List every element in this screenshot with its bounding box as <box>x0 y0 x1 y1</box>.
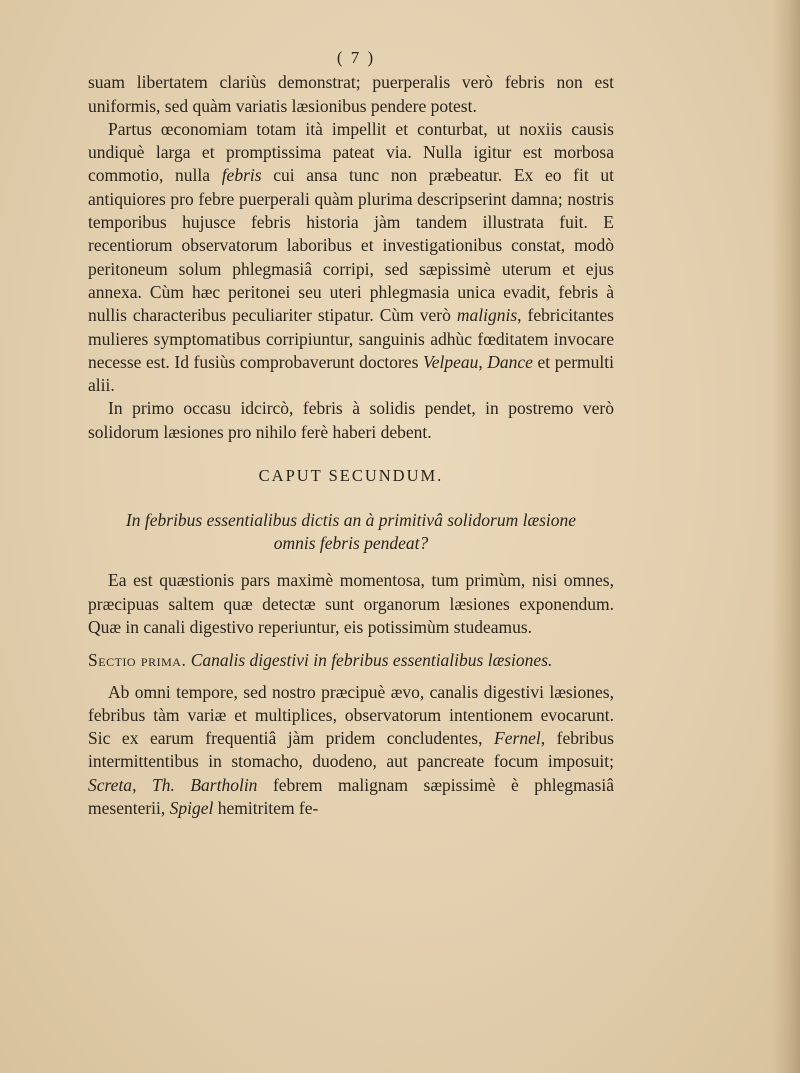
page-number: ( 7 ) <box>336 48 376 67</box>
italic-febris: febris <box>221 165 262 186</box>
author-screta: Screta <box>88 774 133 795</box>
author-fernel: Fernel <box>494 728 541 749</box>
paragraph-5-part-4: febrem malignam sæpissimè è phlegmasiâ mesenterii, <box>88 774 614 819</box>
paragraph-5-part-3: , <box>132 774 152 795</box>
italic-malignis: malignis <box>456 305 518 326</box>
paragraph-2-part-3: , febricitantes mulieres symptomatibus corripiuntur, sanguinis adhùc fœditatem invocare necesse est. Id fusiùs comprobaverunt doctores <box>88 305 614 372</box>
page-edge-shadow <box>772 0 800 1073</box>
paragraph-in-primo <box>88 397 614 444</box>
paragraph-5-part-2: , febribus intermittentibus in stomacho, duodeno, aut pancreate focum imposuit; <box>88 728 614 772</box>
paragraph-2-part-4: et permulti alii. <box>88 351 614 396</box>
paragraph-5-part-1: Ab omni tempore, sed nostro præcipuè ævo, canalis digestivi læsiones, febribus tàm variæ et multiplices, observatorum intentionem evocarunt. Sic ex earum frequentiâ jàm pridem concludentes, <box>88 681 614 749</box>
paragraph-2-comma: , <box>478 351 488 372</box>
author-bartholin: Th. Bartholin <box>151 774 258 795</box>
paragraph-partus <box>88 118 614 398</box>
text-block <box>88 46 614 820</box>
paragraph-continuation <box>88 71 614 118</box>
chapter-title: CAPUT SECUNDUM. <box>258 466 444 486</box>
paragraph-1-text: suam libertatem clariùs demonstrat; puerperalis verò febris non est uniformis, sed quàm variatis læsionibus pendere potest. <box>88 72 614 116</box>
paragraph-3-text: In primo occasu idcircò, febris à solidis pendet, in postremo verò solidorum læsiones pro nihilo ferè haberi debent. <box>88 398 614 442</box>
question-line-2: omnis febris pendeat? <box>273 533 429 554</box>
paragraph-ea-est <box>88 569 614 639</box>
section-label: Sectio prima. <box>88 650 187 671</box>
paragraph-2-part-1: Partus œconomiam totam ità impellit et conturbat, ut noxiis causis undiquè larga et promptissima pateat via. Nulla igitur est morbosa commotio, nulla <box>88 118 614 186</box>
section-title: Canalis digestivi in febribus essentialibus læsiones. <box>190 650 553 671</box>
paragraph-4-text: Ea est quæstionis pars maximè momentosa, tum primùm, nisi omnes, præcipuas saltem quæ detectæ sunt organorum læsiones exponendum. Quæ in canali digestivo reperiuntur, eis potissimùm studeamus. <box>88 570 614 637</box>
paragraph-ab-omni <box>88 681 614 821</box>
chapter-question <box>88 509 614 555</box>
section-heading <box>88 649 614 672</box>
author-dance: Dance <box>487 351 533 372</box>
author-velpeau: Velpeau <box>422 351 479 372</box>
paragraph-5-part-5: hemitritem fe- <box>213 798 319 819</box>
author-spigel: Spigel <box>169 798 214 819</box>
question-line-1: In febribus essentialibus dictis an à primitivâ solidorum læsione <box>125 510 577 531</box>
paragraph-2-part-2: cui ansa tunc non præbeatur. Ex eo fit ut antiquiores pro febre puerperali quàm plurima descripserint damna; nostris temporibus hujusce febris historia jàm tandem illustrata fuit. E recentiorum observatorum laboribus et investigationibus constat, modò peritoneum solum phlegmasiâ corripi, sed sæpissimè uterum et ejus annexa. Cùm hæc peritonei seu uteri phlegmasia unica evadit, febris à nullis characteribus peculiariter stipatur. Cùm verò <box>88 165 614 326</box>
